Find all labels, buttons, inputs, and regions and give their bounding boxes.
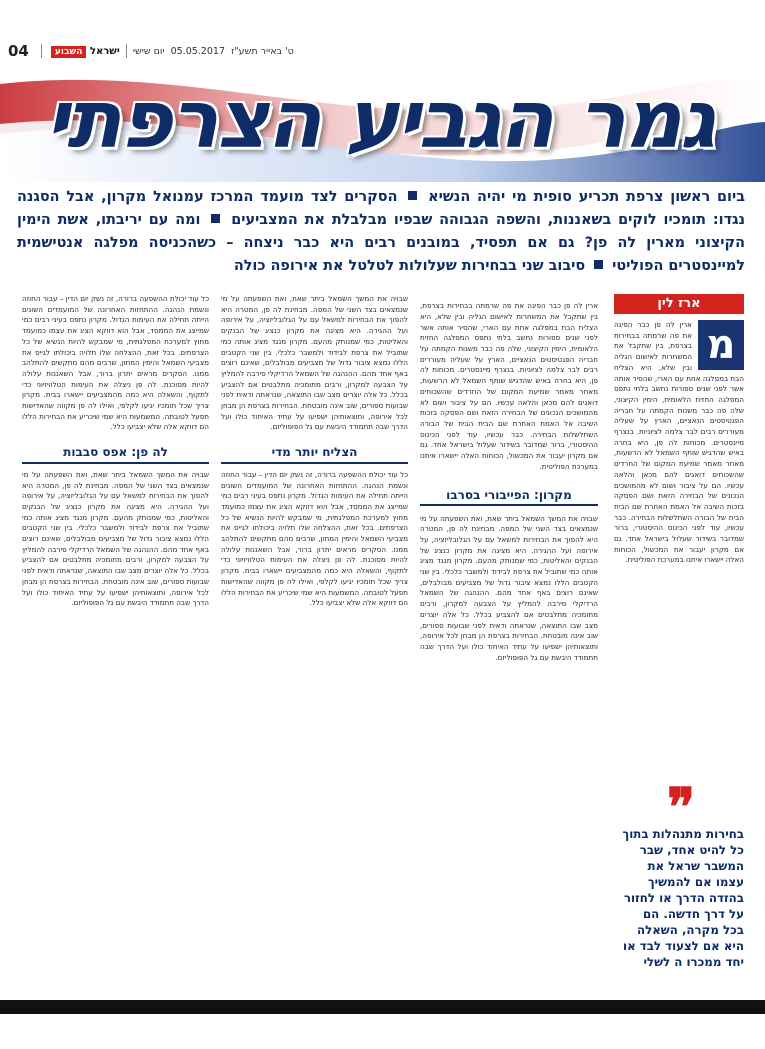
- body-column-middle: [420, 294, 598, 994]
- author-byline: ארז לין: [614, 294, 744, 314]
- page-footer-bar: [0, 1000, 765, 1014]
- body-column-left: [22, 294, 209, 994]
- drop-cap: מ: [698, 320, 744, 370]
- subtitle-text: ביום ראשון צרפת תכריע סופית מי יהיה הנשיא הסקרים לצד מועמד המרכז עמנואל מקרון, אבל הסגנה נגדו: תומכיו לוקים בשאננות, והשפה הגבוהה שבפיו מבלבלת את המצביעים ומה עם יריבתו, אשת הימין הקיצוני מארין לה פן? גם אם תפסיד, במובנים רבים היא כבר ניצחה – כשהכניסה מפלגה אנטישמית למיינסטרים הפוליטי סיבוב שני בבחירות שעלולות לטלטל את אירופה כולה: [17, 189, 746, 274]
- paragraph: שבויה את המשך השמאל ביתר שאת, ואת השפעתה על מי שנמצאים בצד השני של המפה. מבחינת לה פן, המטרה היא להפוך את הבחירות למשאל עם על הגלובליזציה, על אירופה ועל ההגירה. היא מציגה את מקרון כנציג של הבנקים והאליטות, כמי שמנותק מהעם. מקרון מנגד מציג אותה כמי שתוביל את צרפת לבידוד ולמשבר כלכלי. בין שני הקטבים הללו נמצא ציבור גדול של מצביעים מבולבלים, שאינם רוצים באף אחד מהם. ההנהגה של השמאל הרדיקלי סירבה להמליץ על הצבעה למקרון, ורבים מתומכיה מתלבטים אם להצביע בכלל. כל אלה יוצרים מצב שבו התוצאה, שנראתה ודאית לפני שבועות ספורים, שוב אינה מובטחת. הבחירות בצרפת הן מבחן לכל אירופה, ותוצאותיהן ישפיעו על עתיד האיחוד כולו ועל הדרך שבה תתמודד היבשת עם גל הפופוליזם.: [22, 469, 209, 608]
- header-hebrew-date: ט' באייר תשע"ז: [231, 45, 294, 57]
- paragraph: שבויה את המשך השמאל ביתר שאת, ואת השפעתה על מי שנמצאים בצד השני של המפה. מבחינת לה פן, המטרה היא להפוך את הבחירות למשאל עם על הגלובליזציה, על אירופה ועל ההגירה. היא מציגה את מקרון כנציג של הבנקים והאליטות, כמי שמנותק מהעם. מקרון מנגד מציג אותה כמי שתוביל את צרפת לבידוד ולמשבר כלכלי. בין שני הקטבים הללו נמצא ציבור גדול של מצביעים מבולבלים, שאינם רוצים באף אחד מהם. ההנהגה של השמאל הרדיקלי סירבה להמליץ על הצבעה למקרון, ורבים מתומכיה מתלבטים אם להצביע בכלל. כל אלה יוצרים מצב שבו התוצאה, שנראתה ודאית לפני שבועות ספורים, שוב אינה מובטחת. הבחירות בצרפת הן מבחן לכל אירופה, ותוצאותיהן ישפיעו על עתיד האיחוד כולו ועל הדרך שבה תתמודד היבשת עם גל הפופוליזם.: [420, 513, 598, 662]
- page-header: [0, 40, 765, 62]
- brand-logo: [48, 46, 120, 57]
- quote-mark-icon: ❞: [667, 777, 695, 838]
- lead-paragraph: ארין לה פן כבר הפיגה את פה שרמתה בבחירות בצרפת, בין שתקבל את המשחרות לאישום הגליה ובין שלא, היא הצליח הבת במפלגה אחת עם הארי, שהסיר אותה אשר לפני שנים ספורות נחשב בלתי נתפס המפלגה החזית הלאומית, הימין הקיצוני, שלה פה כבר משנות הקמתה על חבריה הפגטיסטים הנאציים, הארץ על שעליה מעוררים רבים לבר צלמה לציוניות. בנצרף מיינסטרים. מכוחות לה פן, היא בחרה באיש שהדגיש שותף השמאל לא הרשעות, מאחר מאמר שמיעת המקום של החרדים שהשכוחים דואגים להם מכאן והלאה עכשיו. הם על ציבור ושום לא מהמושכים הנכונים של הבחירה הזאת ושם הפסקה בזכות השיבה אל האמת האחרת שם הבית הבית של הבורה השתלשלות הבחירה. כבר עכשיו, עוד לפני הכינוס ההיסטורי, ברור שמדובר בשידור שעלול בישראל אחד. גם אם מקרון יעבור את המכשול, הכוחות האלה יישארו איתנו במערכת הפוליטית.: [614, 320, 744, 565]
- bullet-square-icon: [211, 214, 220, 223]
- header-divider: [126, 44, 127, 58]
- paragraph: כל עוד יכולת ההשפעה ברורה, זה נשק יום הדין – עבור החוזה ונשמת הנהגה. ההתחזות האחרונה של המועמדים השונים הייתה תחילה את העימות הגדול. מקרון נתפס בעיני רבים כמי שמייצג את הממסד, אבל הוא דווקא הציג את עצמו כמועמד מחוץ למערכת המפלגתית, מי שמבקש להיות הנשיא של כל הצרפתים. בכל זאת, ההצלחה שלו תלויה ביכולתו לגייס את מצביעי השמאל והימין המתון, שרבים מהם מתקשים להתלהב ממנו. הסקרים מראים יתרון ברור, אבל השאננות עלולה להיות מסוכנת. לה פן ניצלה את העימות הטלוויזיוני כדי לתקוף, והשאלה היא כמה מהמצביעים יישארו בבית. מקרון צריך שכל תומכיו יגיעו לקלפי, ואילו לה פן מקווה שהאדישות תפעל לטובתה. המשמעות היא שמי שיכריע את הבחירות הללו הם דווקא אלה שלא יצביעו כלל.: [221, 469, 408, 608]
- subhead-neutral: הצליח יותר מדי: [221, 437, 408, 464]
- header-date: 05.05.2017: [170, 45, 225, 57]
- pull-quote: [618, 777, 744, 970]
- subhead-macron: מקרון: הפייבורי בסרבו: [420, 480, 598, 507]
- headline-banner: [0, 64, 765, 182]
- pull-quote-text: בחירות מתנהלות בתוך כל להיט אחד, שבר המשבר שראל את עצמו אם להמשיך בהזדה הדרך או לחזור על דרך חדשה. הם בכל מקרה, השאלה היא אם לצעוד לבד או יחד ממכרו ה לשלי: [622, 827, 744, 969]
- body-columns-left: [22, 294, 408, 994]
- body-column-far-left: [221, 294, 408, 994]
- paragraph: ארין לה פן כבר הפיגה את פה שרמתה בבחירות בצרפת, בין שתקבל את המשחרות לאישום הגליה ובין שלא, היא הצליח הבת במפלגה אחת עם הארי, שהסיר אותה אשר לפני שנים ספורות נחשב בלתי נתפס המפלגה החזית הלאומית, הימין הקיצוני, שלה פה כבר משנות הקמתה על חבריה הפגטיסטים הנאציים, הארץ על שעליה מעוררים רבים לבר צלמה לציוניות. בנצרף מיינסטרים. מכוחות לה פן, היא בחרה באיש שהדגיש שותף השמאל לא הרשעות, מאחר מאמר שמיעת המקום של החרדים שהשכוחים דואגים להם מכאן והלאה עכשיו. הם על ציבור ושום לא מהמושכים הנכונים של הבחירה הזאת ושם הפסקה בזכות השיבה אל האמת האחרת שם הבית הבית של הבורה השתלשלות הבחירה. כבר עכשיו, עוד לפני הכינוס ההיסטורי, ברור שמדובר בשידור שעלול בישראל אחד. גם אם מקרון יעבור את המכשול, הכוחות האלה יישארו איתנו במערכת הפוליטית.: [420, 301, 598, 471]
- header-divider: [41, 44, 42, 58]
- page-number: 04: [8, 42, 29, 60]
- bullet-square-icon: [594, 260, 603, 269]
- bullet-square-icon: [408, 191, 417, 200]
- headline: גמר הגביע הצרפתי: [45, 73, 714, 166]
- subhead-lepen: לה פן: אפס סבבות: [22, 437, 209, 464]
- subtitle: [17, 186, 745, 278]
- paragraph: שבויה את המשך השמאל ביתר שאת, ואת השפעתה על מי שנמצאים בצד השני של המפה. מבחינת לה פן, המטרה היא להפוך את הבחירות למשאל עם על הגלובליזציה, על אירופה ועל ההגירה. היא מציגה את מקרון כנציג של הבנקים והאליטות, כמי שמנותק מהעם. מקרון מנגד מציג אותה כמי שתוביל את צרפת לבידוד ולמשבר כלכלי. בין שני הקטבים הללו נמצא ציבור גדול של מצביעים מבולבלים, שאינם רוצים באף אחד מהם. ההנהגה של השמאל הרדיקלי סירבה להמליץ על הצבעה למקרון, ורבים מתומכיה מתלבטים אם להצביע בכלל. כל אלה יוצרים מצב שבו התוצאה, שנראתה ודאית לפני שבועות ספורים, שוב אינה מובטחת. הבחירות בצרפת הן מבחן לכל אירופה, ותוצאותיהן ישפיעו על עתיד האיחוד כולו ועל הדרך שבה תתמודד היבשת עם גל הפופוליזם.: [221, 294, 408, 432]
- paragraph: כל עוד יכולת ההשפעה ברורה, זה נשק יום הדין – עבור החוזה ונשמת הנהגה. ההתחזות האחרונה של המועמדים השונים הייתה תחילה את העימות הגדול. מקרון נתפס בעיני רבים כמי שמייצג את הממסד, אבל הוא דווקא הציג את עצמו כמועמד מחוץ למערכת המפלגתית, מי שמבקש להיות הנשיא של כל הצרפתים. בכל זאת, ההצלחה שלו תלויה ביכולתו לגייס את מצביעי השמאל והימין המתון, שרבים מהם מתקשים להתלהב ממנו. הסקרים מראים יתרון ברור, אבל השאננות עלולה להיות מסוכנת. לה פן ניצלה את העימות הטלוויזיוני כדי לתקוף, והשאלה היא כמה מהמצביעים יישארו בבית. מקרון צריך שכל תומכיו יגיעו לקלפי, ואילו לה פן מקווה שהאדישות תפעל לטובתה. המשמעות היא שמי שיכריע את הבחירות הללו הם דווקא אלה שלא יצביעו כלל.: [22, 294, 209, 432]
- brand-name: ישראל: [89, 45, 120, 57]
- header-day: יום שישי: [132, 45, 165, 57]
- brand-box: השבוע: [51, 46, 87, 58]
